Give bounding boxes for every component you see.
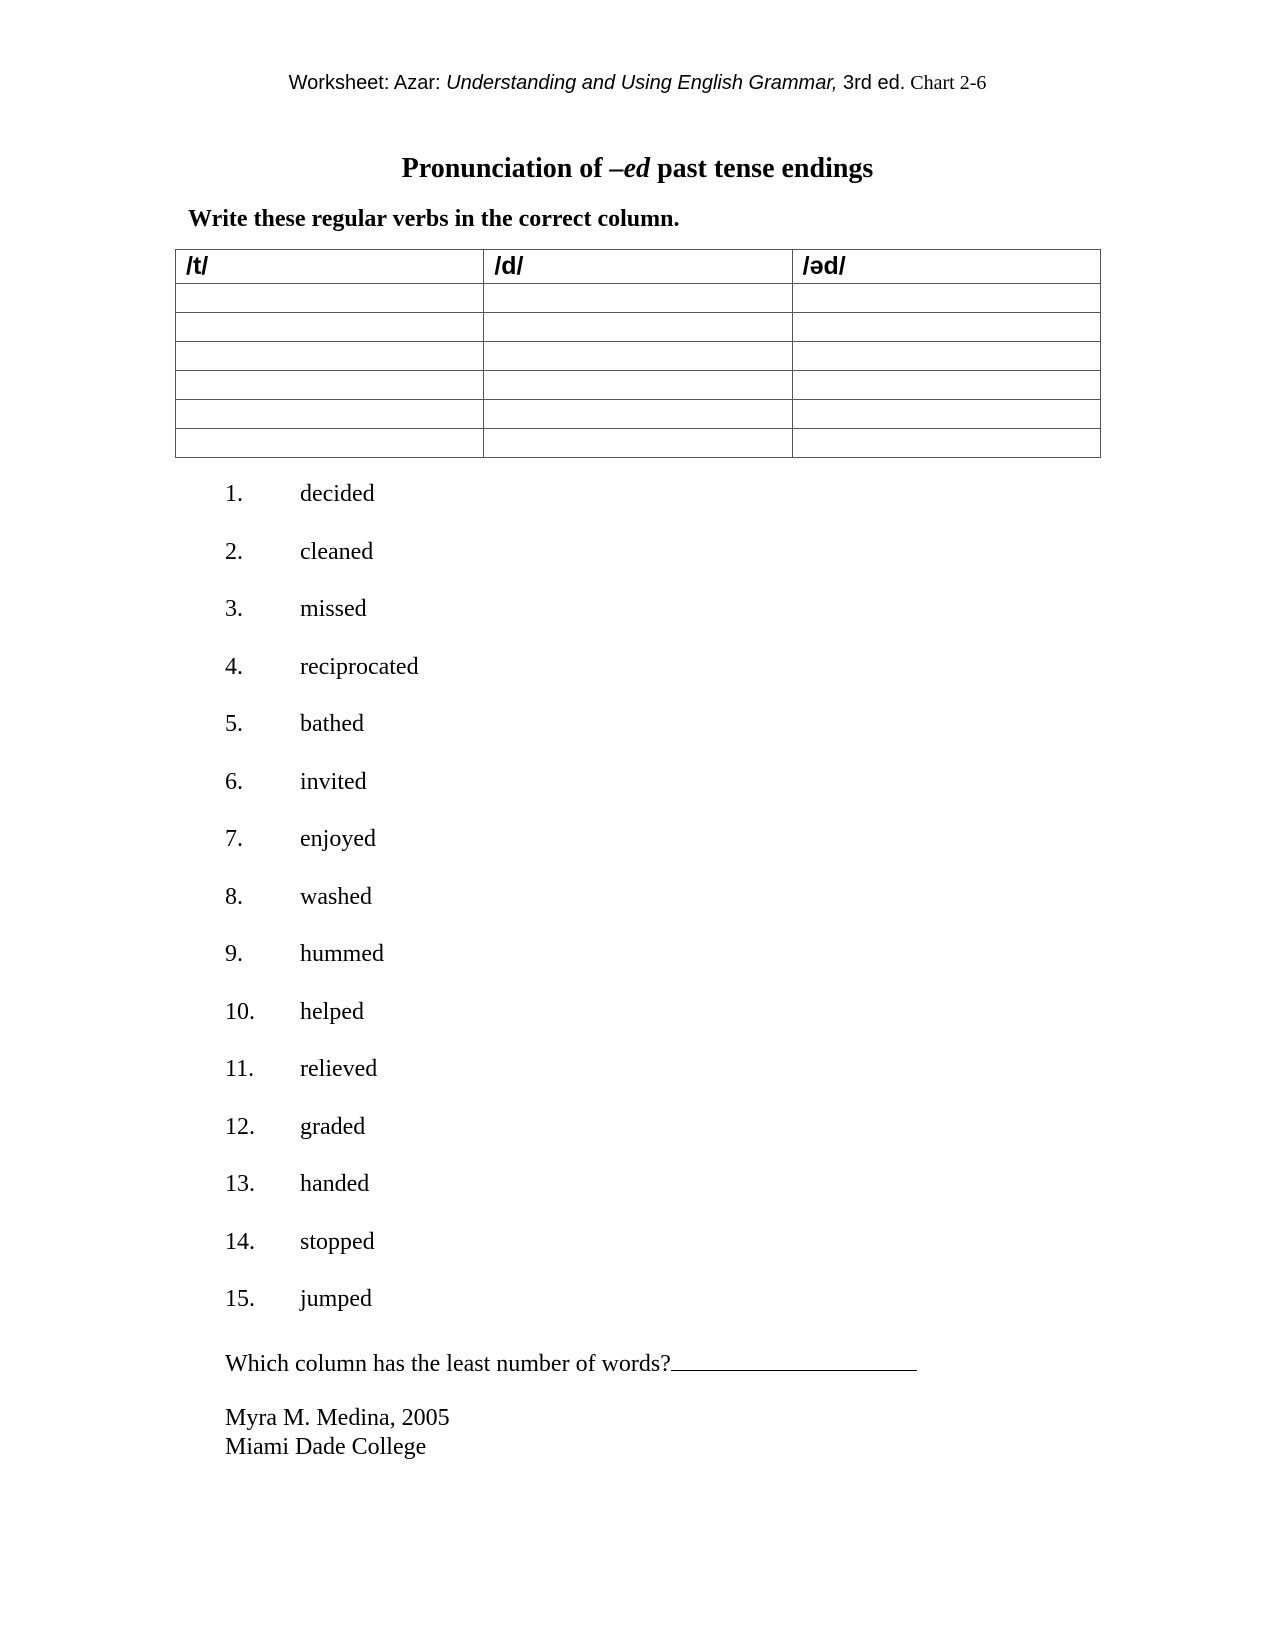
verb-word: invited xyxy=(300,768,367,795)
verb-word: cleaned xyxy=(300,538,374,565)
verb-item xyxy=(225,538,419,596)
verb-number: 12. xyxy=(225,1113,255,1140)
verb-word: handed xyxy=(300,1171,370,1197)
answer-cell[interactable] xyxy=(484,284,792,313)
column-header-ed: /əd/ xyxy=(792,250,1100,284)
answer-cell[interactable] xyxy=(176,313,484,342)
verb-word: missed xyxy=(300,596,367,622)
question-line xyxy=(225,1346,917,1378)
question-text: Which column has the least number of words? xyxy=(225,1351,671,1377)
header-prefix: Worksheet: Azar: xyxy=(288,72,447,94)
answer-cell[interactable] xyxy=(484,400,792,429)
verb-number: 13. xyxy=(225,1171,255,1197)
answer-cell[interactable] xyxy=(176,342,484,371)
answer-cell[interactable] xyxy=(792,342,1100,371)
verb-item xyxy=(225,998,419,1056)
verb-number: 6. xyxy=(225,768,243,795)
answer-table-row xyxy=(176,371,1101,400)
verb-word: relieved xyxy=(300,1056,378,1082)
credit-author: Myra M. Medina, 2005 xyxy=(225,1405,450,1431)
answer-table-row xyxy=(176,284,1101,313)
verb-number: 9. xyxy=(225,941,243,967)
answer-cell[interactable] xyxy=(792,313,1100,342)
verb-word: hummed xyxy=(300,941,384,967)
answer-table xyxy=(175,249,1101,458)
verb-number: 7. xyxy=(225,826,243,852)
answer-table-header-row xyxy=(176,250,1101,284)
verb-item xyxy=(225,1285,419,1343)
column-header-t: /t/ xyxy=(176,250,484,284)
verb-word: washed xyxy=(300,883,372,910)
credit-block xyxy=(225,1404,450,1462)
answer-cell[interactable] xyxy=(792,371,1100,400)
answer-cell[interactable] xyxy=(176,371,484,400)
answer-cell[interactable] xyxy=(484,371,792,400)
verb-item xyxy=(225,595,419,653)
answer-table-body xyxy=(176,284,1101,458)
answer-cell[interactable] xyxy=(792,429,1100,458)
verb-item xyxy=(225,710,419,768)
answer-table-row xyxy=(176,342,1101,371)
verb-item xyxy=(225,768,419,826)
verb-number: 4. xyxy=(225,653,243,680)
verb-number: 10. xyxy=(225,998,255,1025)
verb-word: enjoyed xyxy=(300,826,376,852)
verb-number: 15. xyxy=(225,1286,255,1312)
header-book-title: Understanding and Using English Grammar, xyxy=(446,72,838,94)
verb-word: bathed xyxy=(300,711,364,737)
instruction-text: Write these regular verbs in the correct column. xyxy=(188,206,680,232)
worksheet-header xyxy=(0,72,1275,95)
answer-cell[interactable] xyxy=(176,284,484,313)
verb-item xyxy=(225,1055,419,1113)
answer-cell[interactable] xyxy=(176,400,484,429)
verb-item xyxy=(225,1228,419,1286)
verb-item xyxy=(225,940,419,998)
verb-word: graded xyxy=(300,1113,366,1140)
verb-word: helped xyxy=(300,998,364,1025)
column-header-d: /d/ xyxy=(484,250,792,284)
verb-item xyxy=(225,1170,419,1228)
answer-cell[interactable] xyxy=(792,400,1100,429)
verb-item xyxy=(225,883,419,941)
verb-number: 14. xyxy=(225,1228,255,1255)
answer-table-row xyxy=(176,429,1101,458)
verb-word: jumped xyxy=(300,1286,372,1312)
verb-number: 3. xyxy=(225,596,243,622)
verb-item xyxy=(225,480,419,538)
title-before: Pronunciation of xyxy=(401,153,610,184)
verb-word: decided xyxy=(300,481,375,507)
verb-list xyxy=(225,480,419,1343)
answer-cell[interactable] xyxy=(176,429,484,458)
verb-number: 8. xyxy=(225,883,243,910)
header-chart: Chart 2-6 xyxy=(905,72,987,94)
verb-item xyxy=(225,653,419,711)
verb-item xyxy=(225,825,419,883)
answer-table-row xyxy=(176,400,1101,429)
title-emphasis: –ed xyxy=(609,153,651,184)
answer-cell[interactable] xyxy=(484,342,792,371)
verb-number: 2. xyxy=(225,538,243,565)
answer-cell[interactable] xyxy=(484,429,792,458)
answer-cell[interactable] xyxy=(792,284,1100,313)
header-edition: 3rd ed. xyxy=(837,72,906,94)
verb-number: 1. xyxy=(225,481,243,507)
credit-institution: Miami Dade College xyxy=(225,1434,427,1460)
verb-number: 5. xyxy=(225,711,243,737)
answer-blank[interactable] xyxy=(671,1346,917,1371)
verb-number: 11. xyxy=(225,1056,255,1082)
answer-cell[interactable] xyxy=(484,313,792,342)
verb-word: stopped xyxy=(300,1228,375,1255)
verb-word: reciprocated xyxy=(300,653,419,680)
title-after: past tense endings xyxy=(650,153,874,184)
page-title xyxy=(0,153,1275,185)
verb-item xyxy=(225,1113,419,1171)
answer-table-row xyxy=(176,313,1101,342)
